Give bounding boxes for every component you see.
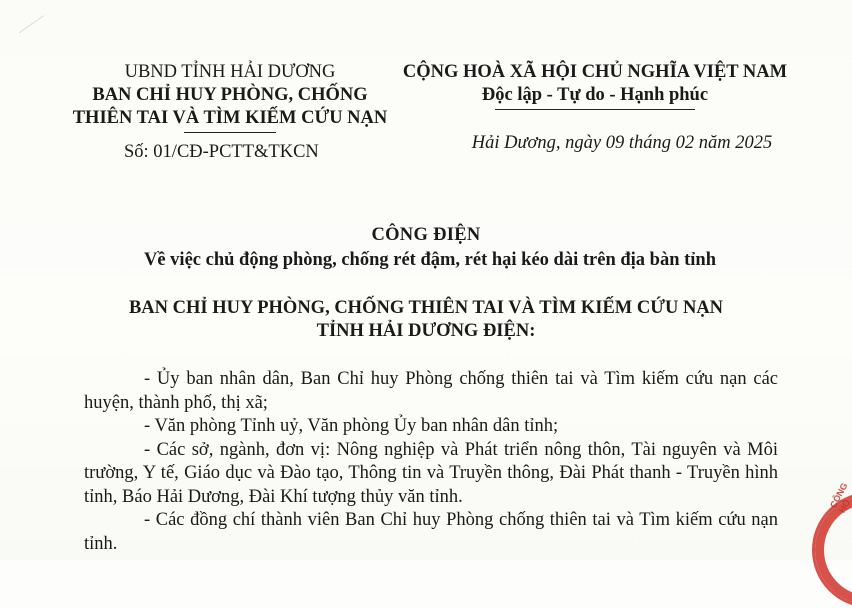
sender-line-1: BAN CHỈ HUY PHÒNG, CHỐNG THIÊN TAI VÀ TÌM KIẾM CỨU NẠN: [128, 298, 724, 318]
recipient-item: - Các sở, ngành, đơn vị: Nông nghiệp và Phát triển nông thôn, Tài nguyên và Môi trường, Y tế, Giáo dục và Đào tạo, Thông tin và Truyền thông, Đài Phát thanh - Truyền hình tỉnh, Báo Hải Dương, Đài Khí tượng thủy văn tỉnh.: [84, 439, 778, 507]
place-and-date: Hải Dương, ngày 09 tháng 02 năm 2025: [471, 133, 773, 153]
recipient-item: - Ủy ban nhân dân, Ban Chỉ huy Phòng chống thiên tai và Tìm kiếm cứu nạn các huyện, thành phố, thị xã;: [84, 369, 778, 413]
sender-block: [0, 297, 852, 343]
document-type: CÔNG ĐIỆN: [371, 225, 481, 245]
document-number: Số: 01/CĐ-PCTT&TKCN: [124, 142, 319, 162]
parent-organization: UBND TỈNH HẢI DƯƠNG: [124, 62, 336, 82]
document-subject: Về việc chủ động phòng, chống rét đậm, rét hại kéo dài trên địa bàn tỉnh: [143, 250, 716, 270]
national-title: CỘNG HOÀ XÃ HỘI CHỦ NGHĨA VIỆT NAM: [402, 62, 788, 82]
recipient-item: - Văn phòng Tỉnh uỷ, Văn phòng Ủy ban nhân dân tỉnh;: [144, 416, 559, 436]
motto-underline: [495, 109, 695, 110]
national-header-block: [385, 61, 805, 155]
recipient-item: - Các đồng chí thành viên Ban Chỉ huy Phòng chống thiên tai và Tìm kiếm cứu nạn tỉnh.: [84, 510, 778, 554]
organization-name-line-1: BAN CHỈ HUY PHÒNG, CHỐNG: [92, 85, 368, 105]
scan-artifact: [19, 15, 56, 49]
document-title-block: [0, 224, 852, 272]
seal-text: CỘNG HÒ: [828, 481, 852, 515]
organization-underline: [184, 132, 276, 133]
organization-name-line-2: THIÊN TAI VÀ TÌM KIẾM CỨU NẠN: [72, 108, 388, 128]
recipient-list: [84, 368, 778, 556]
issuing-authority-block: [60, 61, 400, 164]
national-motto: Độc lập - Tự do - Hạnh phúc: [481, 85, 709, 105]
sender-line-2: TỈNH HẢI DƯƠNG ĐIỆN:: [316, 321, 536, 341]
